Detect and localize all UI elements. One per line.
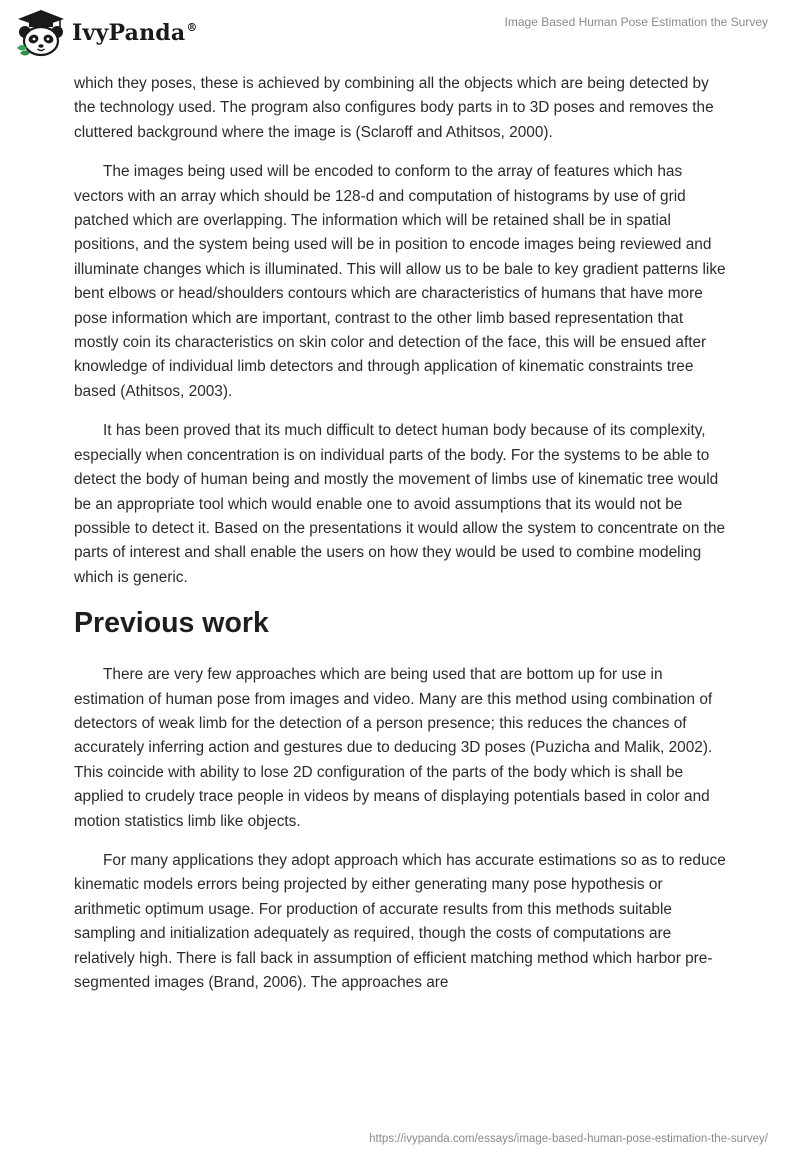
- paragraph: It has been proved that its much difficult to detect human body because of its complexity, especially when concentration is on individual parts of the body. For the systems to be able to detect the body of human being and mostly the movement of limbs use of kinematic tree would be an appropriate tool which would enable one to avoid assumptions that its would not be possible to detect it. Based on the presentations it would allow the system to concentrate on the parts of interest and shall enable the users on how they would be used to combine modeling which is generic.: [74, 422, 726, 586]
- logo-wordmark: [72, 20, 198, 46]
- logo-wordmark-text: IvyPanda: [72, 20, 186, 46]
- paragraph: There are very few approaches which are being used that are bottom up for use in estimation of human pose from images and video. Many are this method using combination of detectors of weak limb for the detection of a person presence; this reduces the chances of accurately inferring action and gestures due to deducing 3D poses (Puzicha and Malik, 2002). This coincide with ability to lose 2D configuration of the parts of the body which is shall be applied to crudely trace people in videos by means of displaying potentials based in color and motion statistics limb like objects.: [74, 666, 713, 830]
- paragraph: The images being used will be encoded to conform to the array of features which has vectors with an array which should be 128-d and computation of histograms by use of grid patched which are overlapping. The information which will be retained shall be in spatial positions, and the system being used will be in position to encode images being reviewed and illuminate changes which is illuminated. This will allow us to be bale to key gradient patterns like bent elbows or head/shoulders contours which are characteristics of humans that have more pose information which are important, contrast to the other limb based representation that mostly coin its characteristics on skin color and detection of the face, this will be ensued after knowledge of individual limb detectors and through application of kinematic constraints tree based (Athitsos, 2003).: [74, 163, 726, 400]
- registered-mark: ®: [186, 21, 198, 34]
- document-title: Image Based Human Pose Estimation the Survey: [504, 15, 768, 29]
- essay-body: [74, 72, 726, 1010]
- section-heading: Previous work: [74, 607, 269, 640]
- paragraph: which they poses, these is achieved by combining all the objects which are being detected by the technology used. The program also configures body parts in to 3D poses and removes the cluttered background where the image is (Sclaroff and Athitsos, 2000).: [74, 75, 714, 141]
- ivypanda-logo[interactable]: [14, 8, 198, 58]
- panda-graduate-icon: [14, 8, 68, 58]
- source-url[interactable]: https://ivypanda.com/essays/image-based-human-pose-estimation-the-survey/: [369, 1133, 768, 1145]
- page-header: [0, 0, 800, 70]
- paragraph: For many applications they adopt approach which has accurate estimations so as to reduce kinematic models errors being projected by either generating many pose hypothesis or arithmetic optimum usage. For production of accurate results from this methods suitable sampling and initialization adequately as required, though the costs of computations are relatively high. There is fall back in assumption of efficient matching method which harbor pre-segmented images (Brand, 2006). The approaches are: [74, 851, 726, 991]
